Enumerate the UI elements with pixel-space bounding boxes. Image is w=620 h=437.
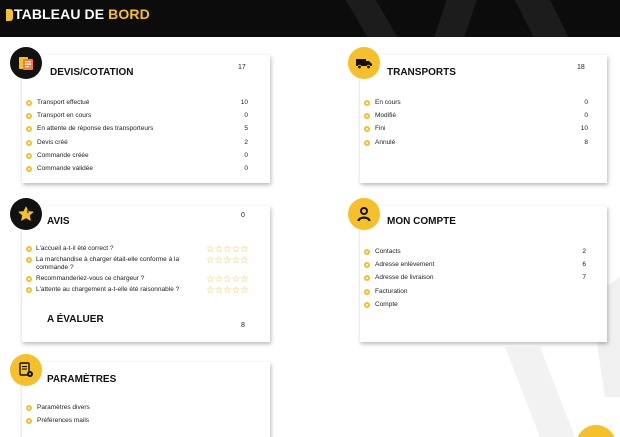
rating-star-icon[interactable]: ☆ [223,244,232,255]
avis-question-list [26,245,266,297]
parametres-card-title: PARAMÈTRES [47,374,117,385]
avis-question-label: Recommanderiez-vous ce chargeur ? [36,275,145,282]
rating-star-icon[interactable]: ☆ [206,244,215,255]
list-item-label: Commande validée [37,164,94,172]
rating-star-icon[interactable]: ☆ [240,244,249,255]
bullet-icon [26,140,32,146]
list-item-value: 0 [244,164,248,172]
list-item-label: En attente de réponse des transporteurs [37,125,154,133]
bullet-icon [26,287,32,293]
list-item-commande-creee[interactable] [26,151,248,164]
bullet-icon [364,249,370,255]
rating-star-icon[interactable]: ☆ [214,274,224,285]
list-item-value: 0 [584,99,588,106]
rating-star-icon[interactable]: ☆ [223,255,232,266]
avis-question-label: La marchandise à charger était-elle conforme à la commande ? [36,256,180,271]
parametres-card [22,362,270,437]
list-item-commande-validee[interactable] [26,164,248,177]
bullet-icon [26,418,32,424]
document-stack-icon [17,54,35,72]
bullet-icon [26,100,32,106]
to-evaluate-title: A ÉVALUER [47,314,104,325]
list-item-value: 7 [582,274,586,282]
rating-star-icon[interactable]: ☆ [206,285,215,296]
bullet-icon [26,405,32,411]
bullet-icon [26,257,32,263]
header-decoration [330,0,620,37]
list-item-devis-cree[interactable] [26,138,248,151]
bullet-icon [364,100,370,106]
list-item-label: Transport en cours [37,112,92,120]
transports-card-title: TRANSPORTS [387,67,456,78]
truck-icon [355,54,373,72]
list-item-label: Adresse enlèvement [375,261,435,269]
rating-star-icon[interactable]: ☆ [223,285,232,296]
list-item-label: Paramètres divers [37,404,90,411]
list-item-en-cours[interactable] [364,98,588,111]
bullet-icon [364,275,370,281]
rating-star-icon[interactable]: ☆ [231,274,241,285]
bullet-icon [26,153,32,159]
top-header [0,0,620,37]
bullet-icon [364,289,370,295]
list-item-label: Adresse de livraison [375,274,434,282]
list-item-value: 10 [580,125,588,133]
rating-star-icon[interactable]: ☆ [214,285,224,296]
rating-star-icon[interactable]: ☆ [214,244,224,255]
list-item-label: Devis créé [37,138,68,146]
list-item-label: Fini [375,125,386,133]
list-item-parametres-divers[interactable] [26,403,248,416]
bullet-icon [364,262,370,268]
user-icon [355,205,373,223]
devis-list [26,98,248,177]
list-item-annule[interactable] [364,138,588,151]
avis-question-row [26,256,266,272]
avis-card-icon [10,198,42,230]
bullet-icon [26,126,32,132]
list-item-fini[interactable] [364,124,588,137]
rating-star-icon[interactable]: ☆ [240,285,249,296]
avis-card [22,206,270,342]
rating-star-icon[interactable]: ☆ [214,255,224,266]
list-item-label: Préférences mails [37,417,90,425]
list-item-preferences-mails[interactable] [26,416,248,429]
bullet-icon [364,302,370,308]
bullet-icon [26,276,32,282]
page-title: TABLEAU DE BORD [14,6,150,22]
parametres-card-icon [10,354,42,386]
compte-card-title: MON COMPTE [387,216,456,227]
bullet-icon [26,166,32,172]
avis-question-label: L'accueil a-t-il été correct ? [36,245,114,252]
brand-logo-icon [6,9,13,21]
rating-star-icon[interactable]: ☆ [223,274,232,285]
devis-card-title: DEVIS/COTATION [50,67,134,78]
list-item-modifie[interactable] [364,111,588,124]
list-item-label: Contacts [375,248,401,255]
bullet-icon [364,126,370,132]
list-item-en-attente-de-reponse-des-transporteurs[interactable] [26,124,248,137]
list-item-value: 2 [582,248,586,255]
list-item-transport-en-cours[interactable] [26,111,248,124]
avis-card-title: AVIS [47,216,70,227]
bullet-icon [364,113,370,119]
list-item-value: 0 [244,151,248,159]
rating-star-icon[interactable]: ☆ [206,274,215,285]
list-item-value: 5 [244,125,248,133]
rating-star-icon[interactable]: ☆ [206,255,215,266]
star-rating[interactable] [206,286,249,295]
bullet-icon [26,113,32,119]
devis-card-icon [10,47,42,79]
list-item-value: 6 [582,261,586,269]
list-item-label: Commande créée [37,151,89,159]
transports-list [364,98,588,151]
avis-total-count: 0 [241,212,245,219]
list-item-label: En cours [375,99,401,106]
list-item-adresse-enlevement[interactable] [364,260,586,273]
devis-card [22,55,270,183]
parametres-list [26,403,248,429]
list-item-value: 8 [584,138,588,146]
list-item-label: Compte [375,300,398,308]
list-item-value: 0 [244,112,248,120]
compte-list [364,247,586,313]
list-item-transport-effectue[interactable] [26,98,248,111]
list-item-adresse-de-livraison[interactable] [364,273,586,286]
bullet-icon [26,246,32,252]
transports-card-icon [348,47,380,79]
transports-total-count: 18 [577,64,585,71]
list-item-contacts[interactable] [364,247,586,260]
list-item-facturation[interactable] [364,287,586,300]
list-item-label: Facturation [375,287,408,295]
avis-question-label: L'attente au chargement a-t-elle été raisonnable ? [36,286,180,293]
star-rating[interactable] [206,275,249,284]
list-item-value: 10 [240,99,248,106]
transports-card [360,55,607,183]
rating-star-icon[interactable]: ☆ [231,244,241,255]
to-evaluate-count: 8 [241,322,245,329]
list-item-value: 2 [244,138,248,146]
star-rating[interactable] [206,256,249,265]
rating-star-icon[interactable]: ☆ [240,255,249,266]
star-icon [17,205,35,223]
avis-question-row [26,275,266,283]
compte-card [360,206,607,342]
compte-card-icon [348,198,380,230]
rating-star-icon[interactable]: ☆ [231,285,241,296]
list-item-label: Modifié [375,112,396,120]
avis-question-row [26,286,266,294]
list-item-label: Annulé [375,138,396,146]
star-rating[interactable] [206,245,249,254]
list-item-label: Transport effectué [37,99,90,106]
list-item-value: 0 [584,112,588,120]
settings-document-icon [17,361,35,379]
rating-star-icon[interactable]: ☆ [231,255,241,266]
devis-total-count: 17 [238,64,246,71]
list-item-compte[interactable] [364,300,586,313]
rating-star-icon[interactable]: ☆ [240,274,249,285]
bullet-icon [364,140,370,146]
avis-question-row [26,245,266,253]
